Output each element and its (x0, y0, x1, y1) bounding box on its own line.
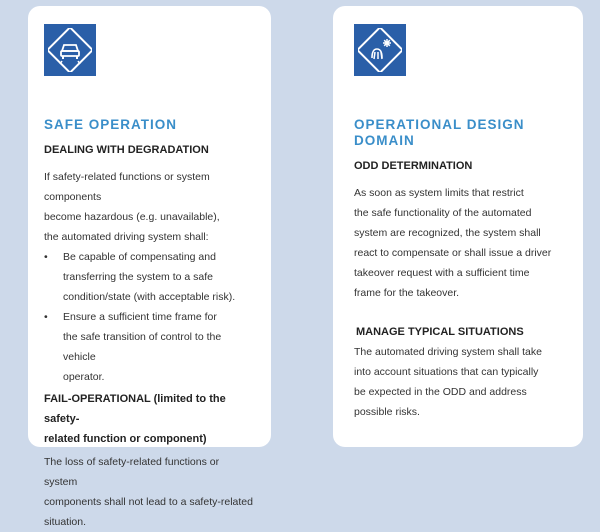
text-line: into account situations that can typically (354, 366, 539, 378)
safe-operation-card (28, 6, 271, 528)
text-line: the safe functionality of the automated (354, 207, 532, 219)
text-line: The loss of safety-related functions or system (44, 456, 220, 488)
text-line: • Be capable of compensating and (63, 251, 216, 263)
section-subtitle: ODD DETERMINATION (354, 160, 473, 172)
list-item (44, 247, 255, 307)
weather-road-icon (354, 24, 406, 76)
text-line: The automated driving system shall take (354, 346, 542, 358)
text-line: the safe transition of control to the vehicle (63, 331, 222, 363)
section-subtitle (44, 389, 255, 449)
odd-paragraph (354, 183, 563, 303)
text-line: related function or component) (44, 433, 207, 445)
text-line: system are recognized, the system shall (354, 227, 541, 239)
text-line: condition/state (with acceptable risk). (63, 291, 236, 303)
text-line: become hazardous (e.g. unavailable), (44, 211, 220, 223)
text-line: the automated driving system shall: (44, 231, 209, 243)
card-title: SAFE OPERATION (44, 117, 178, 132)
text-line: If safety-related functions or system components (44, 171, 210, 203)
requirements-list (44, 247, 255, 387)
card-title: OPERATIONAL DESIGN DOMAIN (354, 117, 525, 148)
text-line: frame for the takeover. (354, 287, 460, 299)
odd-card (333, 6, 583, 447)
text-line: components shall not lead to a safety-related (44, 496, 253, 508)
text-line: transferring the system to a safe (63, 271, 213, 283)
closing-paragraph (44, 452, 255, 532)
text-line: be expected in the ODD and address (354, 386, 527, 398)
situations-paragraph (354, 342, 563, 422)
text-line: • Ensure a sufficient time frame for (63, 311, 217, 323)
car-on-road-icon (44, 24, 96, 76)
text-line: operator. (63, 371, 105, 383)
text-line: As soon as system limits that restrict (354, 187, 524, 199)
intro-paragraph (44, 167, 255, 247)
text-line: takeover request with a sufficient time (354, 267, 530, 279)
text-line: situation. (44, 516, 87, 528)
section-subtitle: MANAGE TYPICAL SITUATIONS (356, 326, 524, 338)
text-line: FAIL-OPERATIONAL (limited to the safety- (44, 393, 226, 425)
section-subtitle: DEALING WITH DEGRADATION (44, 144, 209, 156)
text-line: react to compensate or shall issue a driver (354, 247, 552, 259)
list-item (44, 307, 255, 387)
text-line: possible risks. (354, 406, 420, 418)
